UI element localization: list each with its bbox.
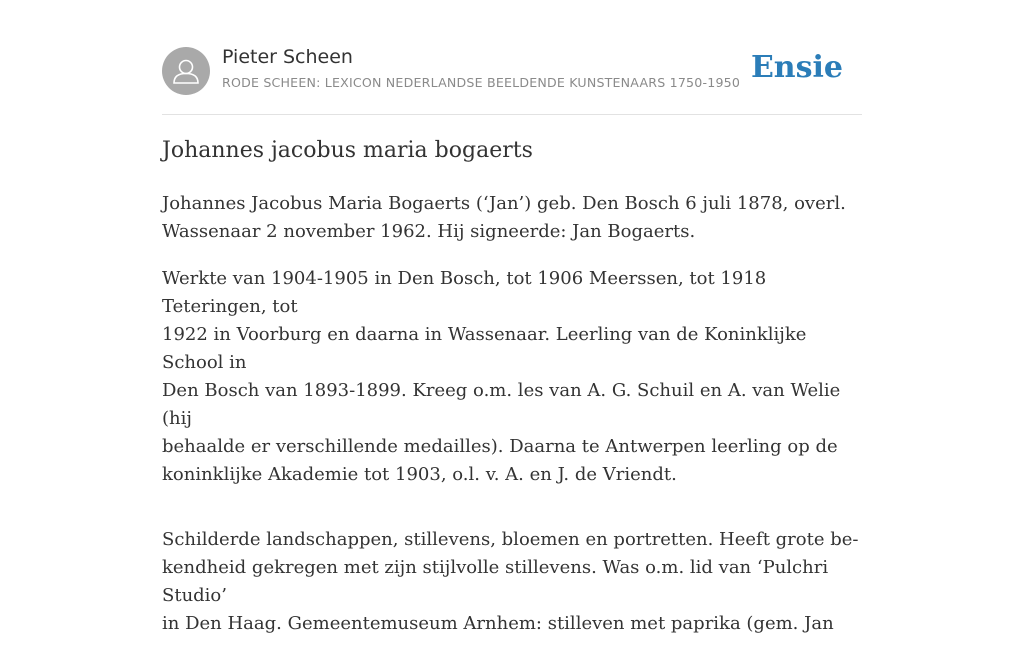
article-header (162, 0, 862, 115)
article-paragraph: Johannes Jacobus Maria Bogaerts (‘Jan’) geb. Den Bosch 6 juli 1878, overl. Wassenaar 2 november 1962. Hij signeerde: Jan Bogaerts. (162, 193, 846, 242)
article-container (162, 0, 862, 634)
article-paragraph: Schilderde landschappen, stillevens, bloemen en portretten. Heeft grote be- kendheid gekregen met zijn stijlvolle stillevens. Was o.m. lid van ‘Pulchri Studio’ in Den Haag. Gemeentemuseum Arnhem: stilleven met paprika (gem. Jan (162, 529, 859, 634)
author-avatar[interactable] (162, 47, 210, 95)
user-icon (162, 47, 210, 95)
source-title[interactable]: RODE SCHEEN: LEXICON NEDERLANDSE BEELDENDE KUNSTENAARS 1750-1950 (222, 75, 741, 90)
article-title: Johannes jacobus maria bogaerts (162, 138, 533, 163)
author-name[interactable]: Pieter Scheen (222, 46, 353, 68)
brand-logo[interactable]: Ensie (750, 50, 843, 85)
article-body (162, 190, 862, 657)
article-paragraph: Werkte van 1904-1905 in Den Bosch, tot 1906 Meerssen, tot 1918 Teteringen, tot 1922 in Voorburg en daarna in Wassenaar. Leerling van de Koninklijke School in Den Bosch van 1893-1899. Kreeg o.m. les van A. G. Schuil en A. van Welie (hij behaalde er verschillende medailles). Daarna te Antwerpen leerling op de koninklijke Akademie tot 1903, o.l. v. A. en J. de Vriendt. (162, 268, 841, 485)
